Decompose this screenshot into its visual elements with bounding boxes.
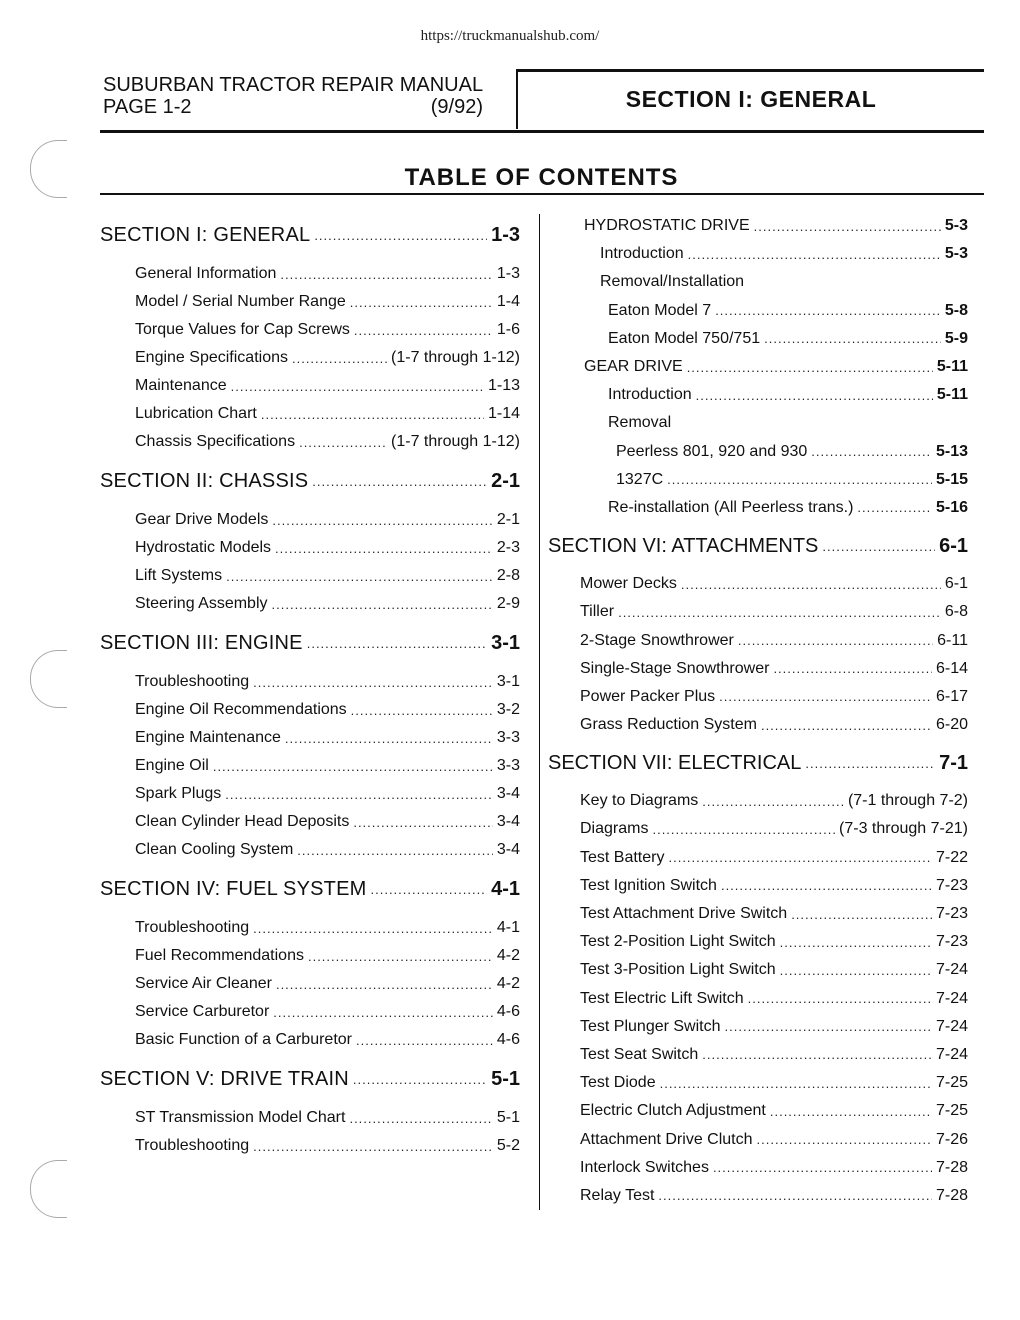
dot-leader: [231, 379, 484, 394]
toc-entry-label: Gear Drive Models: [135, 511, 269, 528]
dot-leader: [307, 636, 487, 651]
toc-section-heading: [100, 210, 520, 260]
toc-entry: [548, 494, 968, 522]
toc-entry: [100, 316, 520, 344]
manual-title: SUBURBAN TRACTOR REPAIR MANUAL: [103, 74, 484, 96]
header-left: [103, 74, 513, 118]
dot-leader: [253, 921, 493, 936]
toc-entry-page: 5-13: [935, 442, 968, 460]
toc-entry-label: HYDROSTATIC DRIVE: [584, 217, 750, 235]
column-divider: [539, 214, 540, 1210]
toc-entry-label: Model / Serial Number Range: [135, 293, 346, 310]
toc-entry: [548, 787, 968, 815]
toc-entry-page: 6-20: [935, 716, 968, 734]
toc-entry-label: Attachment Drive Clutch: [580, 1130, 753, 1148]
toc-entry: [100, 836, 520, 864]
toc-entry: [548, 240, 968, 268]
dot-leader: [297, 843, 493, 858]
dot-leader: [667, 472, 932, 487]
toc-entry-page: 4-2: [496, 975, 520, 992]
toc-section-heading: [100, 618, 520, 668]
dot-leader: [276, 977, 493, 992]
toc-entry-label: SECTION VI: ATTACHMENTS: [548, 534, 819, 557]
toc-entry-page: 6-11: [937, 631, 968, 649]
toc-entry-label: 2-Stage Snowthrower: [580, 631, 734, 649]
toc-entry-page: 3-1: [496, 673, 520, 690]
toc-entry-label: Mower Decks: [580, 575, 677, 593]
toc-entry: [548, 1097, 968, 1125]
toc-entry-label: Test Plunger Switch: [580, 1017, 721, 1035]
toc-entry: [548, 381, 968, 409]
toc-entry: [100, 780, 520, 808]
toc-entry: [548, 297, 968, 325]
toc-entry-label: Re-installation (All Peerless trans.): [608, 498, 854, 516]
toc-entry: [548, 1069, 968, 1097]
toc-entry-label: Diagrams: [580, 820, 649, 838]
dot-leader: [226, 569, 493, 584]
toc-entry-page: 6-1: [939, 534, 968, 557]
toc-entry: [100, 668, 520, 696]
toc-entry-page: 4-2: [496, 947, 520, 964]
toc-entry-label: Steering Assembly: [135, 595, 268, 612]
toc-entry: [100, 724, 520, 752]
toc-entry-label: Single-Stage Snowthrower: [580, 659, 770, 677]
toc-entry: [548, 409, 968, 437]
toc-entry-page: 7-26: [935, 1130, 968, 1148]
dot-leader: [618, 605, 941, 620]
toc-entry: [100, 562, 520, 590]
toc-entry-label: SECTION III: ENGINE: [100, 631, 303, 654]
toc-entry-page: 3-1: [491, 631, 520, 654]
toc-entry: [548, 900, 968, 928]
dot-leader: [356, 1033, 493, 1048]
header-rule-bottom: [100, 130, 984, 133]
toc-entry: [100, 998, 520, 1026]
toc-entry-page: 2-9: [496, 595, 520, 612]
dot-leader: [719, 689, 932, 704]
toc-section-heading: [100, 456, 520, 506]
toc-entry-label: Introduction: [608, 386, 692, 404]
toc-entry-page: (1-7 through 1-12): [391, 349, 520, 366]
toc-entry: [548, 626, 968, 654]
dot-leader: [299, 435, 387, 450]
dot-leader: [371, 882, 488, 897]
toc-entry: [100, 1026, 520, 1054]
dot-leader: [770, 1104, 932, 1119]
toc-entry-page: 6-17: [935, 687, 968, 705]
toc-entry-label: Key to Diagrams: [580, 792, 699, 810]
toc-entry-page: 7-23: [935, 905, 968, 923]
toc-entry-label: SECTION V: DRIVE TRAIN: [100, 1067, 349, 1090]
dot-leader: [725, 1019, 932, 1034]
toc-entry-page: 1-13: [487, 377, 520, 394]
toc-entry: [548, 1125, 968, 1153]
toc-entry: [100, 590, 520, 618]
toc-entry-page: 2-1: [491, 469, 520, 492]
toc-entry-page: 3-4: [496, 785, 520, 802]
toc-left-column: [100, 210, 520, 1160]
toc-entry: [100, 260, 520, 288]
header-rule-top: [516, 69, 984, 72]
toc-entry-label: Peerless 801, 920 and 930: [616, 442, 808, 460]
toc-entry: [100, 696, 520, 724]
toc-entry-page: 7-24: [935, 1017, 968, 1035]
toc-entry-page: 1-4: [496, 293, 520, 310]
toc-section-heading: [100, 864, 520, 914]
dot-leader: [688, 247, 941, 262]
toc-entry: [548, 711, 968, 739]
toc-entry-label: GEAR DRIVE: [584, 358, 683, 376]
toc-entry: [548, 598, 968, 626]
toc-entry-label: Test Attachment Drive Switch: [580, 905, 788, 923]
dot-leader: [261, 407, 484, 422]
toc-entry-page: 7-28: [935, 1158, 968, 1176]
toc-entry-page: (7-3 through 7-21): [839, 820, 968, 838]
toc-section-heading: [548, 739, 968, 787]
dot-leader: [668, 850, 931, 865]
toc-entry-page: 5-2: [496, 1137, 520, 1154]
toc-entry: [548, 1182, 968, 1210]
toc-entry-label: Tiller: [580, 603, 615, 621]
dot-leader: [253, 675, 493, 690]
dot-leader: [773, 661, 932, 676]
dot-leader: [696, 388, 933, 403]
toc-entry-page: 2-1: [496, 511, 520, 528]
toc-entry: [548, 466, 968, 494]
dot-leader: [681, 577, 941, 592]
toc-entry: [100, 344, 520, 372]
toc-entry-page: 7-22: [935, 848, 968, 866]
toc-entry: [100, 942, 520, 970]
dot-leader: [213, 759, 493, 774]
toc-section-heading: [100, 1054, 520, 1104]
dot-leader: [312, 474, 487, 489]
toc-entry-label: SECTION II: CHASSIS: [100, 469, 309, 492]
dot-leader: [652, 822, 835, 837]
toc-entry-page: 7-23: [935, 933, 968, 951]
toc-entry-page: (7-1 through 7-2): [847, 792, 968, 810]
toc-entry-page: 7-24: [935, 961, 968, 979]
toc-entry-label: Troubleshooting: [135, 919, 250, 936]
toc-entry-page: 7-24: [935, 989, 968, 1007]
toc-entry-label: Torque Values for Cap Screws: [135, 321, 350, 338]
toc-entry-label: Hydrostatic Models: [135, 539, 272, 556]
toc-entry-page: 3-3: [496, 757, 520, 774]
toc-entry-label: Engine Oil: [135, 757, 209, 774]
toc-entry-label: Maintenance: [135, 377, 227, 394]
dot-leader: [811, 444, 932, 459]
toc-entry-page: 6-14: [935, 659, 968, 677]
dot-leader: [308, 949, 493, 964]
dot-leader: [702, 1047, 932, 1062]
dot-leader: [713, 1160, 932, 1175]
toc-entry-page: 5-8: [944, 301, 968, 319]
toc-entry-page: 5-3: [944, 217, 968, 235]
toc-entry-label: SECTION IV: FUEL SYSTEM: [100, 877, 367, 900]
dot-leader: [253, 1139, 493, 1154]
toc-entry: [100, 752, 520, 780]
toc-entry: [100, 534, 520, 562]
dot-leader: [354, 323, 493, 338]
toc-entry-label: Clean Cooling System: [135, 841, 294, 858]
dot-leader: [272, 597, 493, 612]
section-title: SECTION I: GENERAL: [625, 86, 877, 112]
toc-entry-label: Troubleshooting: [135, 1137, 250, 1154]
toc-entry-page: 4-1: [491, 877, 520, 900]
toc-entry-label: Electric Clutch Adjustment: [580, 1102, 766, 1120]
toc-entry-label: ST Transmission Model Chart: [135, 1109, 346, 1126]
dot-leader: [280, 267, 492, 282]
dot-leader: [272, 513, 493, 528]
toc-entry-page: 7-28: [935, 1186, 968, 1204]
dot-leader: [702, 794, 844, 809]
dot-leader: [353, 815, 493, 830]
toc-entry-page: 7-23: [935, 876, 968, 894]
toc-entry: [100, 288, 520, 316]
toc-entry: [548, 928, 968, 956]
toc-entry-label: Lubrication Chart: [135, 405, 257, 422]
dot-leader: [273, 1005, 493, 1020]
toc-entry-label: Basic Function of a Carburetor: [135, 1031, 352, 1048]
toc-entry-page: 4-6: [496, 1031, 520, 1048]
toc-entry-label: Engine Maintenance: [135, 729, 281, 746]
source-url: https://truckmanualshub.com/: [420, 28, 600, 44]
toc-entry: [548, 985, 968, 1013]
toc-section-heading: [548, 522, 968, 570]
toc-entry: [548, 1041, 968, 1069]
toc-entry-label: Chassis Specifications: [135, 433, 296, 450]
dot-leader: [761, 718, 932, 733]
toc-entry: [100, 808, 520, 836]
toc-entry-label: Lift Systems: [135, 567, 223, 584]
page-number: PAGE 1-2: [103, 96, 192, 118]
toc-entry-page: 2-8: [496, 567, 520, 584]
toc-entry-page: 1-6: [496, 321, 520, 338]
toc-entry-page: 7-25: [935, 1074, 968, 1092]
toc-entry-page: 3-4: [496, 841, 520, 858]
toc-entry-page: 2-3: [496, 539, 520, 556]
binder-hole-3: [30, 1160, 67, 1218]
dot-leader: [857, 500, 932, 515]
toc-entry-label: Interlock Switches: [580, 1158, 709, 1176]
toc-entry-label: Test Battery: [580, 848, 665, 866]
toc-entry: [100, 1132, 520, 1160]
toc-entry-page: (1-7 through 1-12): [391, 433, 520, 450]
header-page-row: [103, 96, 513, 118]
dot-leader: [738, 633, 933, 648]
dot-leader: [805, 756, 935, 771]
toc-entry: [548, 1013, 968, 1041]
toc-entry-page: 7-25: [935, 1102, 968, 1120]
toc-entry-label: Test 2-Position Light Switch: [580, 933, 776, 951]
toc-entry: [100, 372, 520, 400]
toc-entry-page: 5-15: [935, 470, 968, 488]
toc-entry-label: Engine Oil Recommendations: [135, 701, 347, 718]
dot-leader: [764, 331, 941, 346]
toc-entry: [548, 844, 968, 872]
dot-leader: [350, 295, 493, 310]
toc-entry-label: Eaton Model 750/751: [608, 329, 761, 347]
dot-leader: [225, 787, 493, 802]
toc-entry: [100, 914, 520, 942]
toc-entry-page: 5-11: [936, 386, 968, 404]
toc-entry-page: 4-1: [496, 919, 520, 936]
toc-entry-page: 6-8: [944, 603, 968, 621]
toc-right-column: [548, 212, 968, 1210]
toc-entry-page: 7-24: [935, 1045, 968, 1063]
toc-entry-label: Removal/Installation: [600, 273, 745, 291]
toc-entry: [100, 400, 520, 428]
toc-entry-label: Spark Plugs: [135, 785, 222, 802]
toc-entry-page: 7-1: [939, 751, 968, 774]
dot-leader: [351, 703, 493, 718]
toc-entry: [548, 1154, 968, 1182]
toc-entry-label: Test Seat Switch: [580, 1045, 699, 1063]
toc-entry: [548, 212, 968, 240]
dot-leader: [715, 303, 941, 318]
toc-entry-label: Service Carburetor: [135, 1003, 270, 1020]
toc-entry-page: 3-2: [496, 701, 520, 718]
toc-entry-label: 1327C: [616, 470, 664, 488]
dot-leader: [721, 878, 932, 893]
toc-entry-page: 5-3: [944, 245, 968, 263]
toc-entry-page: 3-4: [496, 813, 520, 830]
toc-entry: [548, 268, 968, 296]
toc-entry-label: SECTION VII: ELECTRICAL: [548, 751, 802, 774]
toc-entry-label: Power Packer Plus: [580, 687, 716, 705]
dot-leader: [822, 539, 935, 554]
toc-entry-page: 4-6: [496, 1003, 520, 1020]
toc-entry: [548, 815, 968, 843]
toc-entry: [548, 438, 968, 466]
toc-entry-label: Test Ignition Switch: [580, 876, 717, 894]
toc-entry: [100, 506, 520, 534]
dot-leader: [780, 935, 932, 950]
toc-entry: [548, 570, 968, 598]
dot-leader: [748, 991, 932, 1006]
toc-entry-page: 1-3: [496, 265, 520, 282]
dot-leader: [353, 1072, 487, 1087]
toc-entry-label: Test 3-Position Light Switch: [580, 961, 776, 979]
toc-entry-label: Service Air Cleaner: [135, 975, 272, 992]
toc-entry: [100, 428, 520, 456]
dot-leader: [687, 360, 933, 375]
toc-entry-page: 6-1: [944, 575, 968, 593]
dot-leader: [780, 963, 932, 978]
revision-date: (9/92): [430, 96, 483, 118]
toc-entry-page: 5-16: [935, 498, 968, 516]
toc-entry-page: 5-11: [936, 358, 968, 376]
dot-leader: [757, 1132, 932, 1147]
toc-entry-page: 3-3: [496, 729, 520, 746]
toc-entry: [548, 325, 968, 353]
toc-entry-label: Troubleshooting: [135, 673, 250, 690]
toc-entry-label: Engine Specifications: [135, 349, 288, 366]
toc-entry: [548, 956, 968, 984]
toc-entry-label: Fuel Recommendations: [135, 947, 304, 964]
dot-leader: [285, 731, 493, 746]
toc-entry-label: Clean Cylinder Head Deposits: [135, 813, 350, 830]
toc-entry-label: Relay Test: [580, 1186, 655, 1204]
toc-entry: [100, 970, 520, 998]
toc-entry-label: Introduction: [600, 245, 684, 263]
dot-leader: [292, 351, 387, 366]
toc-entry-label: Test Electric Lift Switch: [580, 989, 744, 1007]
toc-entry-page: 5-1: [496, 1109, 520, 1126]
dot-leader: [791, 907, 932, 922]
toc-entry: [548, 683, 968, 711]
dot-leader: [754, 219, 941, 234]
toc-entry-label: Removal: [608, 414, 672, 432]
toc-rule: [100, 193, 984, 195]
toc-entry-page: 5-9: [944, 329, 968, 347]
toc-entry-label: Eaton Model 7: [608, 301, 712, 319]
dot-leader: [275, 541, 493, 556]
toc-entry-page: 5-1: [491, 1067, 520, 1090]
toc-entry-label: Grass Reduction System: [580, 716, 757, 734]
toc-entry-page: 1-3: [491, 223, 520, 246]
dot-leader: [660, 1076, 932, 1091]
toc-entry-label: Test Diode: [580, 1074, 656, 1092]
toc-entry: [548, 353, 968, 381]
toc-entry: [100, 1104, 520, 1132]
dot-leader: [314, 228, 487, 243]
toc-title: TABLE OF CONTENTS: [404, 164, 679, 191]
toc-entry-label: SECTION I: GENERAL: [100, 223, 311, 246]
dot-leader: [658, 1188, 932, 1203]
toc-entry-label: General Information: [135, 265, 277, 282]
toc-entry: [548, 655, 968, 683]
binder-hole-2: [30, 650, 67, 708]
dot-leader: [349, 1111, 492, 1126]
toc-entry-page: 1-14: [487, 405, 520, 422]
toc-entry: [548, 872, 968, 900]
